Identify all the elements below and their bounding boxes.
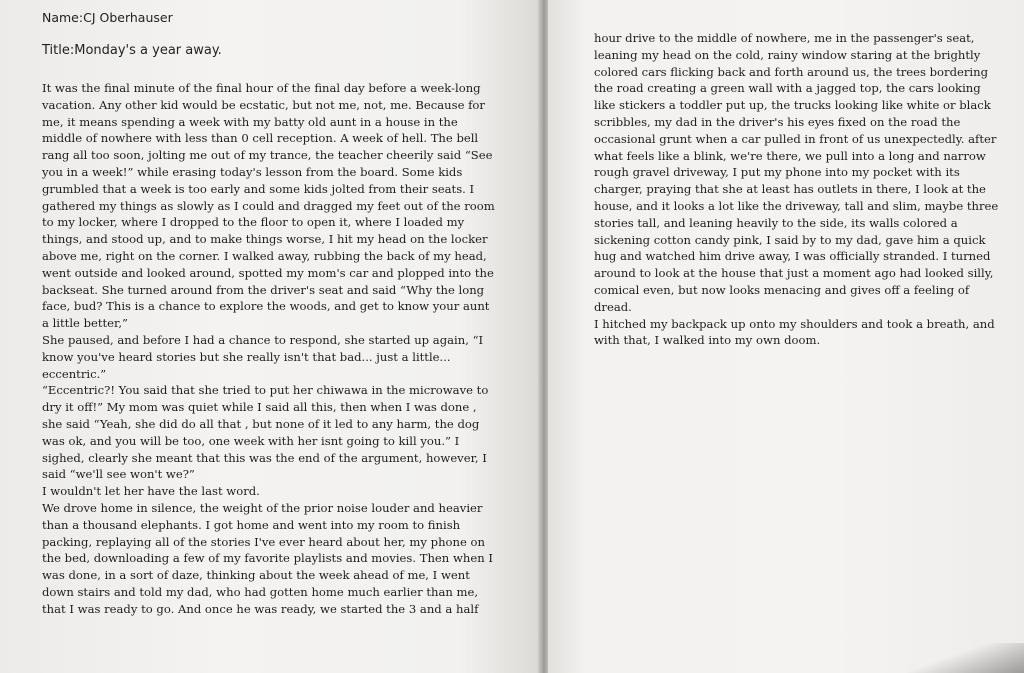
author-name-line: Name:CJ Oberhauser [42,10,173,25]
paragraph-drove-home: We drove home in silence, the weight of the prior noise louder and heavier than a thousand elephants. I got home and went into my room to finish packing, replaying all of the stories I've ever heard about her, my phone on the bed, downloading a few of my favorite playlists and movies. Then when I was done, in a sort of daze, thinking about the week ahead of me, I went down stairs and told my dad, who had gotten home much earlier than me, that I was ready to go. And once he was ready, we started the 3 and a half [42,500,493,616]
paragraph-doom: I hitched my backpack up onto my shoulders and took a breath, and with that, I walked into my own doom. [594,316,995,348]
story-title-line: Title:Monday's a year away. [42,43,222,58]
page-corner-shadow [904,643,1024,673]
right-page [548,0,1024,673]
right-page-body [594,30,1004,349]
paragraph-last-word: I wouldn't let her have the last word. [42,484,260,499]
paragraph-mom-paused: She paused, and before I had a chance to respond, she started up again, “I know you've heard stories but she really isn't that bad... just a little... eccentric.” [42,332,484,381]
paragraph-eccentric: “Eccentric?! You said that she tried to put her chiwawa in the microwave to dry it off!” My mom was quiet while I said all this, then when I was done , she said “Yeah, she did do all that , but none of it led to any harm, the dog was ok, and you will be too, one week with her isnt going to kill you.” I sighed, clearly she meant that this was the end of the argument, however, I said “we'll see won't we?” [42,383,489,482]
paragraph-opening: It was the final minute of the final hour of the final day before a week-long vacation. Any other kid would be ecstatic, but not me, not, me. Because for me, it means spending a week with my batty old aunt in a house in the middle of nowhere with less than 0 cell reception. A week of hell. The bell rang all too soon, jolting me out of my trance, the teacher cheerily said “See you in a week!” while erasing today's lesson from the board. Some kids grumbled that a week is too early and some kids jolted from their seats. I gathered my things as slowly as I could and dragged my feet out of the room to my locker, where I dropped to the floor to open it, where I loaded my things, and stood up, and to make things worse, I hit my head on the locker above me, right on the corner. I walked away, rubbing the back of my head, went outside and looked around, spotted my mom's car and plopped into the backseat. She turned around from the driver's seat and said “Why the long face, bud? This is a chance to explore the woods, and get to know your aunt a little better,” [42,81,495,331]
left-page-body [42,80,496,618]
paragraph-drive: hour drive to the middle of nowhere, me in the passenger's seat, leaning my head on the cold, rainy window staring at the brightly colored cars flicking back and forth around us, the trees bordering the road creating a green wall with a jagged top, the cars looking like stickers a toddler put up, the trucks looking like white or black scribbles, my dad in the driver's his eyes fixed on the road the occasional grunt when a car pulled in front of us unexpectedly. after what feels like a blink, we're there, we pull into a long and narrow rough gravel driveway, I put my phone into my pocket with its charger, praying that she at least has outlets in there, I look at the house, and it looks a lot like the driveway, tall and slim, maybe three stories tall, and leaning heavily to the side, its walls colored a sickening cotton candy pink, I said by to my dad, gave him a quick hug and watched him drive away, I was officially stranded. I turned around to look at the house that just a moment ago had looked silly, comical even, but now looks menacing and gives off a feeling of dread. [594,31,999,314]
